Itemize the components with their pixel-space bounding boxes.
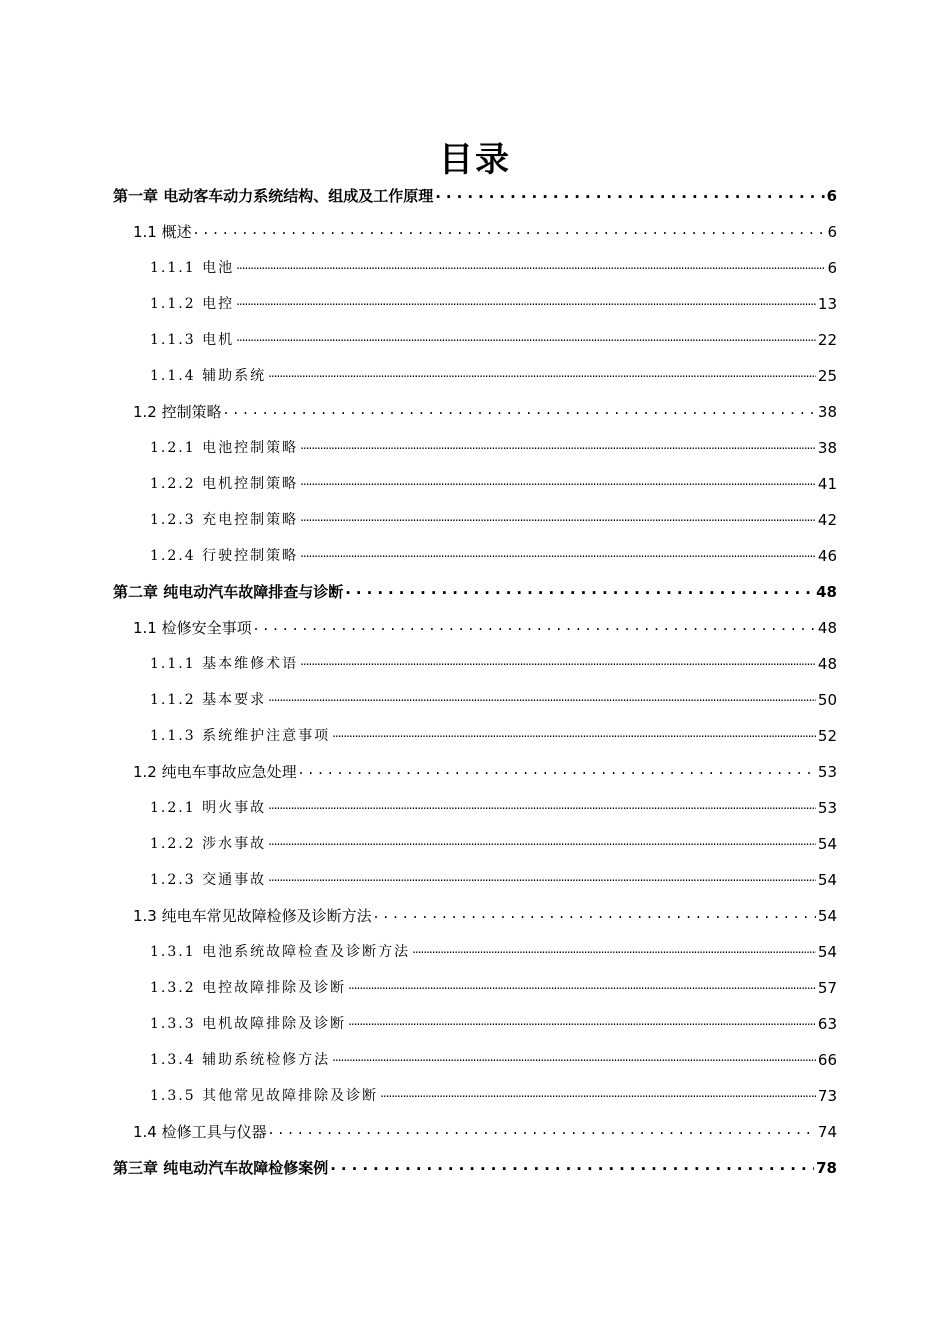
toc-entry-label: 1.1 检修安全事项 xyxy=(133,619,252,637)
toc-page-number: 25 xyxy=(817,367,837,385)
toc-subsection-entry[interactable] xyxy=(150,542,837,566)
toc-entry-label: 1.2.2 涉水事故 xyxy=(150,836,267,852)
toc-subsection-entry[interactable] xyxy=(150,866,837,890)
toc-dot-leader xyxy=(345,582,814,602)
toc-dot-leader xyxy=(332,726,816,746)
toc-subsection-entry[interactable] xyxy=(150,794,837,818)
toc-subsection-entry[interactable] xyxy=(150,650,837,674)
toc-dot-leader xyxy=(348,1014,816,1034)
toc-page-number: 54 xyxy=(817,907,837,925)
toc-chapter-entry[interactable] xyxy=(113,1154,837,1178)
toc-subsection-entry[interactable] xyxy=(150,722,837,746)
toc-page-number: 57 xyxy=(817,979,837,997)
toc-page-number: 46 xyxy=(817,547,837,565)
toc-subsection-entry[interactable] xyxy=(150,686,837,710)
toc-page-number: 53 xyxy=(817,763,837,781)
toc-page-number: 48 xyxy=(817,619,837,637)
toc-page-number: 48 xyxy=(816,583,837,601)
toc-subsection-entry[interactable] xyxy=(150,434,837,458)
toc-page-number: 6 xyxy=(827,223,837,241)
toc-page-number: 38 xyxy=(817,403,837,421)
toc-subsection-entry[interactable] xyxy=(150,290,837,314)
toc-title: 目录 xyxy=(439,140,511,180)
toc-subsection-entry[interactable] xyxy=(150,506,837,530)
toc-subsection-entry[interactable] xyxy=(150,326,837,350)
toc-entry-label: 第二章 纯电动汽车故障排查与诊断 xyxy=(113,583,344,601)
toc-entry-label: 1.2.4 行驶控制策略 xyxy=(150,548,299,564)
toc-subsection-entry[interactable] xyxy=(150,362,837,386)
toc-entry-label: 1.3.3 电机故障排除及诊断 xyxy=(150,1016,347,1032)
toc-dot-leader xyxy=(268,870,816,890)
toc-entry-label: 1.1.4 辅助系统 xyxy=(150,368,267,384)
toc-page-number: 6 xyxy=(826,187,837,205)
toc-page-number: 38 xyxy=(817,439,837,457)
toc-section-entry[interactable] xyxy=(133,614,837,638)
toc-entry-label: 1.2.2 电机控制策略 xyxy=(150,476,299,492)
toc-dot-leader xyxy=(268,834,816,854)
toc-entry-label: 1.3.5 其他常见故障排除及诊断 xyxy=(150,1088,379,1104)
toc-dot-leader xyxy=(348,978,816,998)
toc-page-number: 54 xyxy=(817,871,837,889)
toc-page-number: 52 xyxy=(817,727,837,745)
toc-page-number: 41 xyxy=(817,475,837,493)
toc-entry-label: 1.1.3 系统维护注意事项 xyxy=(150,728,331,744)
toc-entry-label: 1.1.2 电控 xyxy=(150,296,235,312)
toc-dot-leader xyxy=(299,762,816,782)
toc-entry-label: 1.1 概述 xyxy=(133,223,192,241)
toc-page-number: 48 xyxy=(817,655,837,673)
toc-page-number: 54 xyxy=(817,835,837,853)
toc-dot-leader xyxy=(254,618,816,638)
toc-dot-leader xyxy=(300,510,816,530)
toc-page-number: 74 xyxy=(817,1123,837,1141)
toc-section-entry[interactable] xyxy=(133,218,837,242)
toc-dot-leader xyxy=(300,546,816,566)
toc-section-entry[interactable] xyxy=(133,398,837,422)
toc-dot-leader xyxy=(236,330,816,350)
toc-section-entry[interactable] xyxy=(133,758,837,782)
toc-entry-label: 1.2.1 电池控制策略 xyxy=(150,440,299,456)
toc-entry-label: 1.3 纯电车常见故障检修及诊断方法 xyxy=(133,907,372,925)
toc-dot-leader xyxy=(412,942,816,962)
toc-chapter-entry[interactable] xyxy=(113,578,837,602)
toc-entry-label: 1.4 检修工具与仪器 xyxy=(133,1123,267,1141)
toc-page-number: 78 xyxy=(816,1159,837,1177)
toc-entry-label: 1.1.1 基本维修术语 xyxy=(150,656,299,672)
toc-dot-leader xyxy=(332,1050,816,1070)
toc-subsection-entry[interactable] xyxy=(150,1010,837,1034)
toc-subsection-entry[interactable] xyxy=(150,254,837,278)
toc-entry-label: 1.1.1 电池 xyxy=(150,260,235,276)
toc-dot-leader xyxy=(236,294,816,314)
toc-page-number: 42 xyxy=(817,511,837,529)
toc-entry-label: 1.1.3 电机 xyxy=(150,332,235,348)
toc-dot-leader xyxy=(236,258,825,278)
toc-entry-label: 1.2 控制策略 xyxy=(133,403,222,421)
toc-entry-label: 1.2.1 明火事故 xyxy=(150,800,267,816)
toc-subsection-entry[interactable] xyxy=(150,1046,837,1070)
toc-dot-leader xyxy=(300,654,816,674)
toc-page-number: 63 xyxy=(817,1015,837,1033)
toc-dot-leader xyxy=(268,690,816,710)
toc-dot-leader xyxy=(194,222,826,242)
toc-page-number: 13 xyxy=(817,295,837,313)
toc-subsection-entry[interactable] xyxy=(150,938,837,962)
toc-page-number: 66 xyxy=(817,1051,837,1069)
toc-subsection-entry[interactable] xyxy=(150,830,837,854)
toc-dot-leader xyxy=(269,1122,816,1142)
toc-entry-label: 1.2 纯电车事故应急处理 xyxy=(133,763,297,781)
toc-page-number: 22 xyxy=(817,331,837,349)
toc-page-number: 73 xyxy=(817,1087,837,1105)
toc-entry-label: 1.3.1 电池系统故障检查及诊断方法 xyxy=(150,944,411,960)
toc-subsection-entry[interactable] xyxy=(150,470,837,494)
toc-dot-leader xyxy=(300,474,816,494)
toc-page-number: 6 xyxy=(827,259,837,277)
toc-entry-label: 第三章 纯电动汽车故障检修案例 xyxy=(113,1159,329,1177)
toc-entry-label: 1.1.2 基本要求 xyxy=(150,692,267,708)
toc-dot-leader xyxy=(380,1086,816,1106)
toc-section-entry[interactable] xyxy=(133,902,837,926)
toc-dot-leader xyxy=(435,186,824,206)
toc-dot-leader xyxy=(268,366,816,386)
toc-page-number: 50 xyxy=(817,691,837,709)
toc-dot-leader xyxy=(300,438,816,458)
toc-section-entry[interactable] xyxy=(133,1118,837,1142)
toc-entry-label: 1.2.3 充电控制策略 xyxy=(150,512,299,528)
toc-dot-leader xyxy=(268,798,816,818)
toc-dot-leader xyxy=(374,906,816,926)
toc-page-number: 53 xyxy=(817,799,837,817)
toc-entry-label: 1.3.2 电控故障排除及诊断 xyxy=(150,980,347,996)
toc-dot-leader xyxy=(330,1158,814,1178)
toc-page-number: 54 xyxy=(817,943,837,961)
toc-entry-label: 1.3.4 辅助系统检修方法 xyxy=(150,1052,331,1068)
toc-entry-label: 第一章 电动客车动力系统结构、组成及工作原理 xyxy=(113,187,434,205)
toc-subsection-entry[interactable] xyxy=(150,974,837,998)
toc-subsection-entry[interactable] xyxy=(150,1082,837,1106)
toc-entry-label: 1.2.3 交通事故 xyxy=(150,872,267,888)
toc-chapter-entry[interactable] xyxy=(113,182,837,206)
toc-dot-leader xyxy=(224,402,816,422)
